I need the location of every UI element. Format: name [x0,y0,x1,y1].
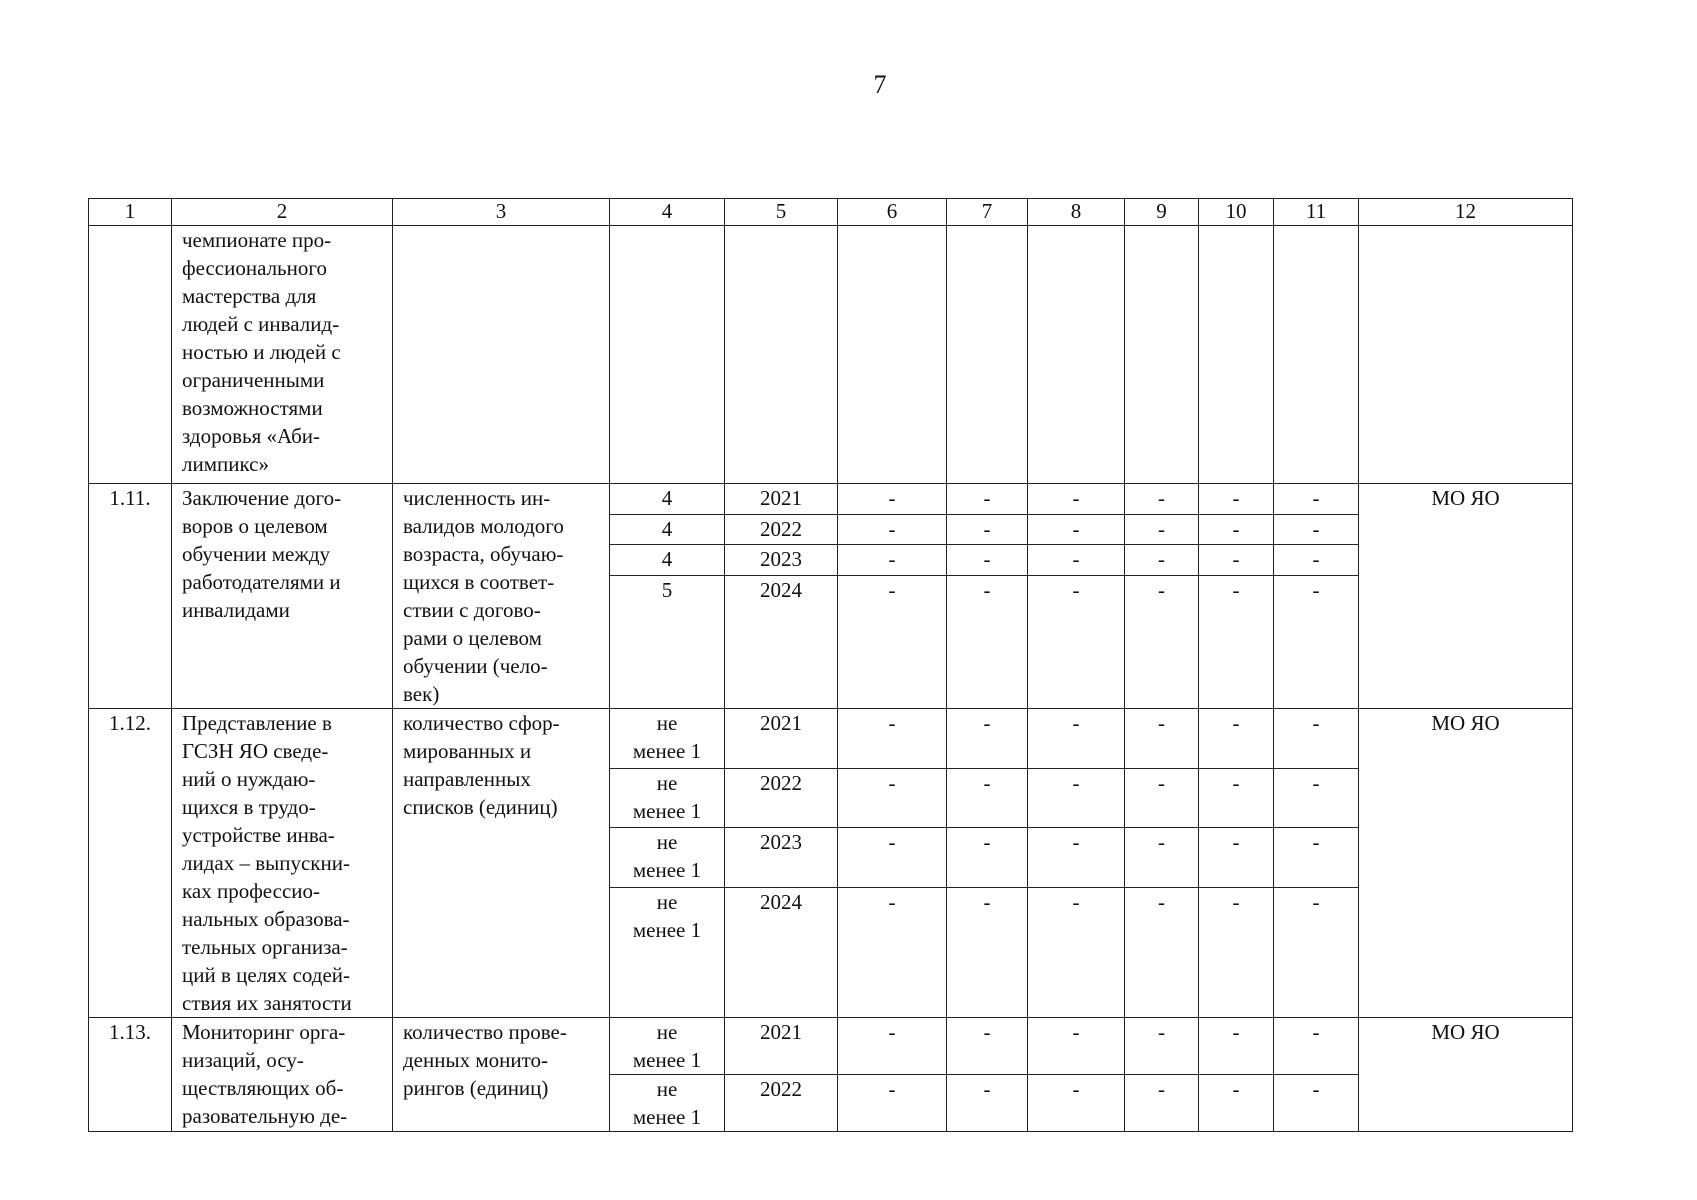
funding-cell: - [1274,888,1359,1018]
funding-cell: - [1199,545,1274,576]
indicator-text: количество сфор- мированных и направленных списков (единиц) [393,709,610,1018]
funding-cell: - [1125,1018,1199,1075]
funding-cell: - [1199,888,1274,1018]
funding-cell: - [947,484,1028,515]
funding-cell: - [838,709,947,769]
funding-cell: - [1274,1018,1359,1075]
funding-cell: - [1199,514,1274,545]
funding-cell: - [1028,545,1125,576]
funding-cell: - [1274,1075,1359,1132]
year-row [89,484,1573,515]
funding-cell: - [1199,575,1274,708]
header-cell: 6 [838,199,947,226]
funding-cell: - [1125,768,1199,828]
row-number [89,226,172,484]
funding-cell: - [1274,709,1359,769]
event-text: чемпионате про- фессионального мастерства для людей с инвалид- ностью и людей с ограниченными возможностями здоровья «Аби- лимпикс» [172,226,393,484]
header-cell: 9 [1125,199,1199,226]
funding-cell: - [1028,575,1125,708]
target-value: 4 [610,514,725,545]
target-value: не менее 1 [610,828,725,888]
funding-cell: - [1125,888,1199,1018]
funding-cell: - [1199,1018,1274,1075]
funding-cell: - [838,828,947,888]
funding-cell: - [838,1018,947,1075]
target-value: 4 [610,545,725,576]
year: 2022 [725,1075,838,1132]
responsible-executor: МО ЯО [1359,709,1573,1018]
empty-cell [1359,226,1573,484]
funding-cell: - [1028,768,1125,828]
event-text: Заключение дого- воров о целевом обучении между работодателями и инвалидами [172,484,393,709]
year: 2023 [725,828,838,888]
header-cell: 3 [393,199,610,226]
responsible-executor: МО ЯО [1359,1018,1573,1132]
year: 2023 [725,545,838,576]
empty-cell [393,226,610,484]
row-number: 1.12. [89,709,172,1018]
funding-cell: - [1274,514,1359,545]
funding-cell: - [1199,709,1274,769]
header-cell: 8 [1028,199,1125,226]
row-number: 1.13. [89,1018,172,1132]
funding-cell: - [1199,768,1274,828]
funding-cell: - [1274,484,1359,515]
empty-cell [610,226,725,484]
funding-cell: - [947,545,1028,576]
header-cell: 4 [610,199,725,226]
year-row [89,1018,1573,1075]
target-value: не менее 1 [610,768,725,828]
funding-cell: - [838,888,947,1018]
funding-cell: - [947,828,1028,888]
empty-cell [1199,226,1274,484]
funding-cell: - [838,1075,947,1132]
year: 2021 [725,709,838,769]
target-value: 4 [610,484,725,515]
empty-cell [947,226,1028,484]
target-value: не менее 1 [610,1075,725,1132]
funding-cell: - [947,514,1028,545]
year: 2021 [725,1018,838,1075]
empty-cell [1274,226,1359,484]
event-text: Мониторинг орга- низаций, осу- ществляющих об- разовательную де- [172,1018,393,1132]
year: 2022 [725,768,838,828]
continuation-row [89,226,1573,484]
funding-cell: - [1125,828,1199,888]
funding-cell: - [947,768,1028,828]
header-cell: 1 [89,199,172,226]
funding-cell: - [1274,575,1359,708]
funding-cell: - [1028,888,1125,1018]
funding-cell: - [1125,1075,1199,1132]
year: 2024 [725,575,838,708]
empty-cell [1125,226,1199,484]
target-value: не менее 1 [610,709,725,769]
year-row [89,709,1573,769]
funding-cell: - [1028,1018,1125,1075]
responsible-executor: МО ЯО [1359,484,1573,709]
funding-cell: - [1028,1075,1125,1132]
funding-cell: - [1125,575,1199,708]
header-cell: 7 [947,199,1028,226]
funding-cell: - [1028,709,1125,769]
empty-cell [838,226,947,484]
funding-cell: - [1199,828,1274,888]
funding-cell: - [838,575,947,708]
funding-cell: - [1125,514,1199,545]
funding-cell: - [838,514,947,545]
event-text: Представление в ГСЗН ЯО сведе- ний о нуждаю- щихся в трудо- устройстве инва- лидах – выпускни- ках профессио- нальных образова- тельных организа- ций в целях содей- ствия их занятости [172,709,393,1018]
funding-cell: - [1028,828,1125,888]
header-cell: 12 [1359,199,1573,226]
funding-cell: - [947,709,1028,769]
year: 2021 [725,484,838,515]
target-value: 5 [610,575,725,708]
indicator-text: численность ин- валидов молодого возраста, обучаю- щихся в соответ- ствии с догово- рами о целевом обучении (чело- век) [393,484,610,709]
header-cell: 2 [172,199,393,226]
empty-cell [725,226,838,484]
funding-cell: - [1125,484,1199,515]
funding-cell: - [1274,768,1359,828]
target-value: не менее 1 [610,888,725,1018]
funding-cell: - [1199,1075,1274,1132]
funding-cell: - [1125,709,1199,769]
funding-cell: - [1028,514,1125,545]
funding-cell: - [838,484,947,515]
row-number: 1.11. [89,484,172,709]
activities-table [88,198,1573,1132]
funding-cell: - [1199,484,1274,515]
empty-cell [1028,226,1125,484]
year: 2024 [725,888,838,1018]
page-number: 7 [873,70,887,99]
funding-cell: - [1274,545,1359,576]
header-row [89,199,1573,226]
funding-cell: - [838,545,947,576]
year: 2022 [725,514,838,545]
funding-cell: - [838,768,947,828]
funding-cell: - [947,888,1028,1018]
target-value: не менее 1 [610,1018,725,1075]
funding-cell: - [1028,484,1125,515]
header-cell: 10 [1199,199,1274,226]
funding-cell: - [947,1075,1028,1132]
funding-cell: - [947,575,1028,708]
funding-cell: - [1125,545,1199,576]
funding-cell: - [1274,828,1359,888]
header-cell: 11 [1274,199,1359,226]
funding-cell: - [947,1018,1028,1075]
indicator-text: количество прове- денных монито- рингов (единиц) [393,1018,610,1132]
header-cell: 5 [725,199,838,226]
